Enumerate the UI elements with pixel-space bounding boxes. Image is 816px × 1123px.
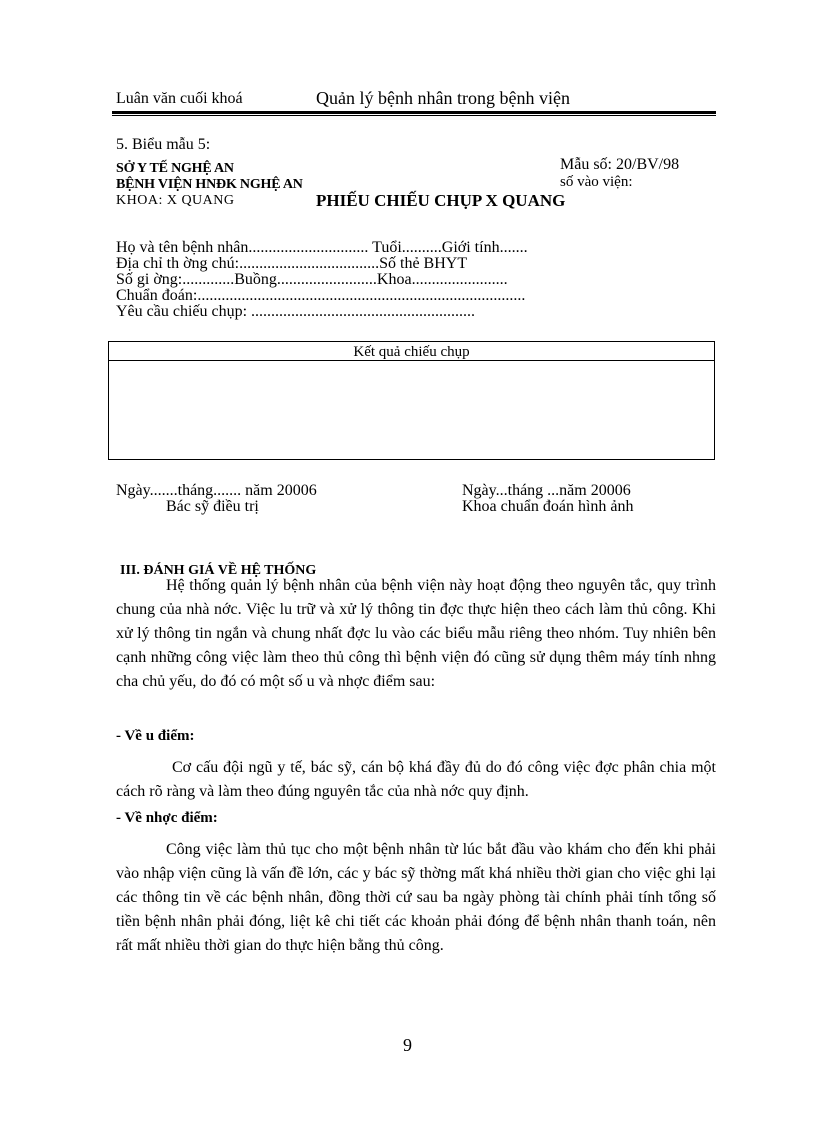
org-line-2: BỆNH VIỆN HNĐK NGHỆ AN xyxy=(116,177,303,192)
sign-left-date: Ngày.......tháng....... năm 20006 xyxy=(116,482,317,499)
subheading-disadvantages: - Về nhợc điểm: xyxy=(116,810,218,826)
paragraph-3: Công việc làm thủ tục cho một bệnh nhân từ lúc bắt đầu vào khám cho đến khi phải vào nhập viện cũng là vấn đề lớn, các y bác sỹ thờng mất khá nhiều thời gian cho việc ghi lại các thông tin về các bệnh nhân, đồng thời cứ sau ba ngày phòng tài chính phải tính tổng số tiền bệnh nhân phải đóng, liệt kê chi tiết các khoản phải đóng để bệnh nhân thanh toán, nên rất mất nhiều thời gian do thực hiện bằng thủ công. xyxy=(116,841,716,954)
org-line-3: KHOA: X QUANG xyxy=(116,193,235,208)
form-title: PHIẾU CHIẾU CHỤP X QUANG xyxy=(316,191,566,210)
paragraph-1: Hệ thống quản lý bệnh nhân của bệnh viện này hoạt động theo nguyên tắc, quy trình chung của nhà nớc. Việc lu trữ và xử lý thông tin đợc thực hiện theo cách làm thủ công. Khi xử lý thông tin ngắn và chung nhất đợc lu vào các biểu mẫu riêng theo nhóm. Tuy nhiên bên cạnh những công việc làm theo thủ công thì bệnh viện đó cũng sử dụng thêm máy tính nhng cha chủ yếu, do đó có một số u và nhợc điểm sau: xyxy=(116,577,716,690)
sign-left-role: Bác sỹ điều trị xyxy=(166,498,259,515)
section-heading: 5. Biểu mẫu 5: xyxy=(116,136,211,153)
org-line-1: SỞ Y TẾ NGHỆ AN xyxy=(116,161,234,176)
result-box xyxy=(108,341,715,460)
sign-right-role: Khoa chuẩn đoán hình ảnh xyxy=(462,498,634,515)
header-rule xyxy=(112,111,716,114)
header-rule-thin xyxy=(112,115,716,116)
form-field-name: Họ và tên bệnh nhân.............................. Tuổi..........Giới tính....... xyxy=(116,239,528,256)
form-field-request: Yêu cầu chiếu chụp: ........................................................ xyxy=(116,303,476,320)
result-header: Kết quả chiếu chụp xyxy=(109,342,714,361)
sign-right-date: Ngày...tháng ...năm 20006 xyxy=(462,482,631,499)
section-3-title: III. ĐÁNH GIÁ VỀ HỆ THỐNG xyxy=(120,563,317,578)
subheading-advantages: - Về u điểm: xyxy=(116,728,195,744)
form-field-bed: Số gi ờng:.............Buồng.........................Khoa........................ xyxy=(116,271,508,288)
header-right-title: Quản lý bệnh nhân trong bệnh viện xyxy=(316,88,570,108)
form-number: Mẫu số: 20/BV/98 xyxy=(560,156,680,173)
page-number: 9 xyxy=(403,1035,412,1055)
header-left-title: Luân văn cuối khoá xyxy=(116,90,243,107)
form-field-address: Địa chỉ th ờng chú:...................................Số thẻ BHYT xyxy=(116,255,468,272)
form-field-diagnosis: Chuẩn đoán:.................................................................................. xyxy=(116,287,526,304)
admission-number: số vào viện: xyxy=(560,174,633,190)
paragraph-2: Cơ cấu đội ngũ y tế, bác sỹ, cán bộ khá đầy đủ do đó công việc đợc phân chia một cách rõ ràng và làm theo đúng nguyên tắc của nhà nớc quy định. xyxy=(116,759,716,800)
